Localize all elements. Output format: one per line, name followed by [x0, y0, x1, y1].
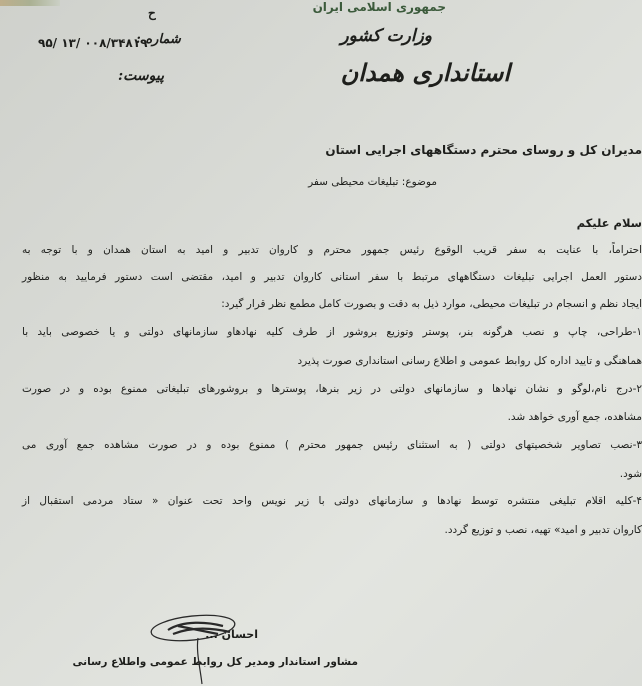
body-line: ۳-نصب تصاویر شخصیتهای دولتی ( به استثنای رئیس جمهور محترم ) ممنوع بوده و در صورت مشاهده جمع آوری می: [22, 439, 642, 451]
governorate-name: استانداری همدان: [340, 58, 510, 87]
subject-line: موضوع: تبلیغات محیطی سفر: [308, 176, 437, 188]
attachment-label: پیوست:: [118, 68, 164, 84]
greeting: سلام علیکم: [576, 216, 642, 230]
body-line: هماهنگی و تایید اداره کل روابط عمومی و اطلاع رسانی استانداری صورت پذیرد: [297, 355, 642, 367]
signature-block: [58, 612, 358, 686]
body-line: ۲-درج نام،لوگو و نشان نهادها و سازمانهای دولتی در زیر بنرها، پوسترها و بروشورهای تبلیغاتی ممنوع بوده و در صورت: [22, 383, 642, 395]
letterhead-top-line: جمهوری اسلامی ایران: [312, 0, 446, 14]
signatory-title: مشاور استاندار ومدیر کل روابط عمومی واطلاع رسانی: [72, 656, 358, 668]
body-line: کاروان تدبیر و امید» تهیه، نصب و توزیع گردد.: [444, 524, 642, 536]
body-line: ۱-طراحی، چاپ و نصب هرگونه بنر، پوستر وتوزیع بروشور از طرف کلیه نهادهاو سازمانهای دولتی و یا خصوصی باید با: [22, 326, 642, 338]
number-value: ۹۵/ ۱۳/ ۰۰۸/۳۴۸۱۹: [38, 36, 148, 50]
body-line: دستور العمل اجرایی تبلیغات دستگاههای مرتبط با سفر استانی کاروان تدبیر و امید، مقتضی است دستور فرمایید به منظور: [22, 271, 642, 283]
signatory-name: احسان ...: [205, 628, 258, 641]
number-label: شماره :: [136, 32, 181, 47]
ministry-name: وزارت کشور: [340, 26, 432, 46]
addressee: مدیران کل و روسای محترم دستگاههای اجرایی استان: [325, 143, 642, 157]
body-line: ایجاد نظم و انسجام در تبلیغات محیطی، موارد ذیل به دقت و بصورت کامل مطمع نظر قرار گیرد:: [221, 298, 642, 310]
body-line: احتراماً، با عنایت به سفر قریب الوقوع رئیس جمهور محترم و کاروان تدبیر و امید به استان همدان و با توجه به: [22, 244, 642, 256]
reference-mark: ح: [148, 6, 156, 20]
photo-edge-strip: [0, 0, 60, 6]
handwritten-signature-icon: [138, 612, 258, 686]
body-line: شود.: [619, 468, 642, 480]
body-line: مشاهده، جمع آوری خواهد شد.: [507, 411, 642, 423]
body-line: ۴-کلیه اقلام تبلیغی منتشره توسط نهادها و سازمانهای دولتی با زیر نویس واحد تحت عنوان « ستاد مردمی استقبال از: [22, 495, 642, 507]
